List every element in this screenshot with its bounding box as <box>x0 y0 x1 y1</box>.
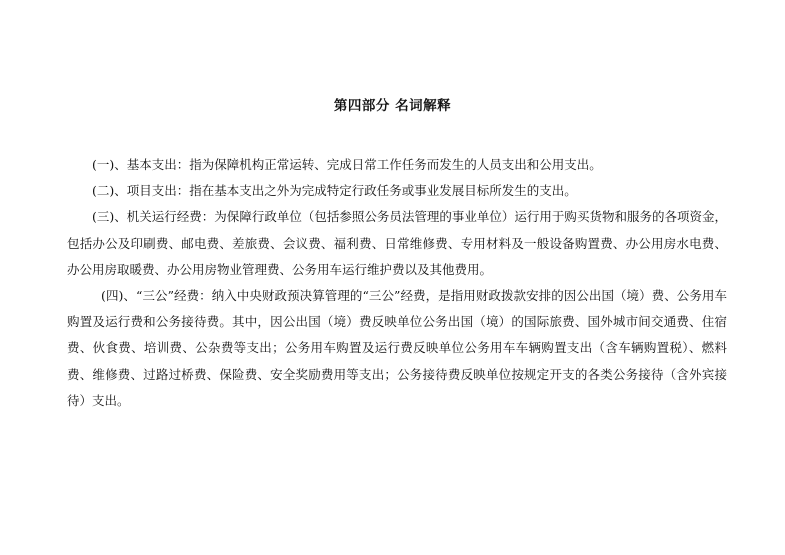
paragraph-basic-expenditure: (一)、基本支出：指为保障机构正常运转、完成日常工作任务而发生的人员支出和公用支出。 <box>92 157 602 172</box>
paragraph-operating-expenses: (三)、机关运行经费：为保障行政单位（包括参照公务员法管理的事业单位）运行用于购买货物和服务的各项资金，包括办公及印刷费、邮电费、差旅费、会议费、福利费、日常维修费、专用材料及一般设备购置费、办公用房水电费、办公用房取暖费、办公用房物业管理费、公务用车运行维护费以及其他费用。 <box>67 209 727 277</box>
document-body <box>67 152 727 414</box>
page-title: 第四部分 名词解释 <box>333 98 452 114</box>
paragraph-three-public-expenses: (四)、“三公”经费：纳入中央财政预决算管理的“三公”经费，是指用财政拨款安排的因公出国（境）费、公务用车购置及运行费和公务接待费。其中，因公出国（境）费反映单位公务出国（境）的国际旅费、国外城市间交通费、住宿费、伙食费、培训费、公杂费等支出；公务用车购置及运行费反映单位公务用车车辆购置支出（含车辆购置税）、燃料费、维修费、过路过桥费、保险费、安全奖励费用等支出；公务接待费反映单位按规定开支的各类公务接待（含外宾接待）支出。 <box>67 288 727 408</box>
paragraph-project-expenditure: (二)、项目支出：指在基本支出之外为完成特定行政任务或事业发展目标所发生的支出。 <box>92 183 577 199</box>
